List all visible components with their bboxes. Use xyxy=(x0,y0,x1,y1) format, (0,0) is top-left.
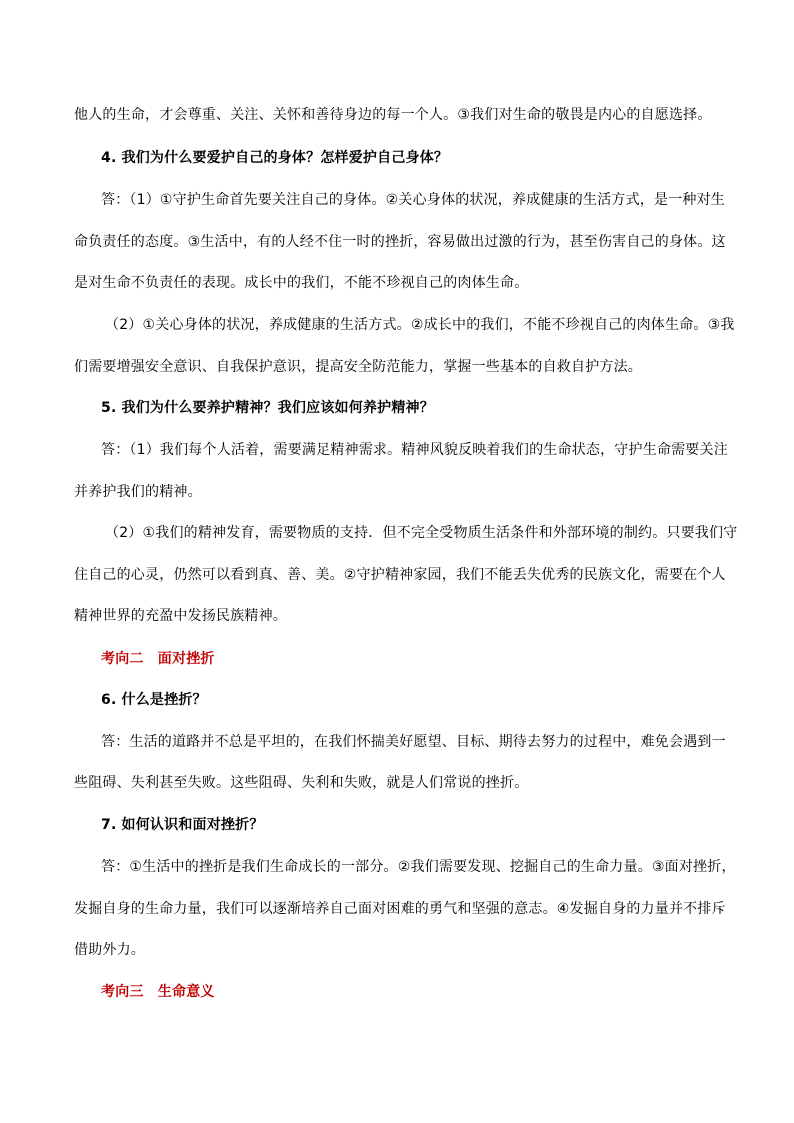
question-6-heading: 6. 什么是挫折？ xyxy=(101,692,207,708)
answer-4-part2-line1: （2）①关心身体的状况，养成健康的生活方式。②成长中的我们，不能不珍视自己的肉体生命。③我 xyxy=(105,317,735,333)
question-7-heading: 7. 如何认识和面对挫折？ xyxy=(101,817,264,833)
answer-5-part1-line2: 并养护我们的精神。 xyxy=(74,484,202,500)
answer-7-line1: 答：①生活中的挫折是我们生命成长的一部分。②我们需要发现、挖掘自己的生命力量。③面对挫折， xyxy=(101,859,736,875)
answer-5-part1-line1: 答：（1）我们每个人活着，需要满足精神需求。精神风貌反映着我们的生命状态，守护生命需要关注 xyxy=(101,442,728,458)
question-5-heading: 5. 我们为什么要养护精神？我们应该如何养护精神？ xyxy=(101,400,434,416)
answer-6-line1: 答：生活的道路并不总是平坦的，在我们怀揣美好愿望、目标、期待去努力的过程中，难免会遇到一 xyxy=(101,734,726,750)
answer-5-part2-line2: 住自己的心灵，仍然可以看到真、善、美。②守护精神家园，我们不能丢失优秀的民族文化，需要在个人 xyxy=(74,567,726,583)
answer-4-part2-line2: 们需要增强安全意识、自我保护意识，提高安全防范能力，掌握一些基本的自救自护方法。 xyxy=(74,359,642,375)
answer-4-part1-line1: 答：（1）①守护生命首先要关注自己的身体。②关心身体的状况，养成健康的生活方式，是一种对生 xyxy=(101,192,726,208)
answer-4-part1-line2: 命负责任的态度。③生活中，有的人经不住一时的挫折，容易做出过激的行为，甚至伤害自己的身体。这 xyxy=(74,234,726,250)
answer-5-part2-line1: （2）①我们的精神发育，需要物质的支持．但不完全受物质生活条件和外部环境的制约。只要我们守 xyxy=(105,525,738,541)
answer-4-part1-line3: 是对生命不负责任的表现。成长中的我们，不能不珍视自己的肉体生命。 xyxy=(74,275,529,291)
paragraph-line: 他人的生命，才会尊重、关注、关怀和善待身边的每一个人。③我们对生命的敬畏是内心的自愿选择。 xyxy=(74,107,712,123)
answer-7-line2: 发掘自身的生命力量，我们可以逐渐培养自己面对困难的勇气和坚强的意志。④发掘自身的力量并不排斥 xyxy=(74,901,726,917)
question-4-heading: 4. 我们为什么要爱护自己的身体？怎样爱护自己身体？ xyxy=(101,150,449,166)
answer-6-line2: 些阻碍、失利甚至失败。这些阻碍、失利和失败，就是人们常说的挫折。 xyxy=(74,775,529,791)
section-heading-2: 考向二 面对挫折 xyxy=(101,651,215,667)
answer-7-line3: 借助外力。 xyxy=(74,942,145,958)
answer-5-part2-line3: 精神世界的充盈中发扬民族精神。 xyxy=(74,608,287,624)
section-heading-3: 考向三 生命意义 xyxy=(101,984,215,1000)
